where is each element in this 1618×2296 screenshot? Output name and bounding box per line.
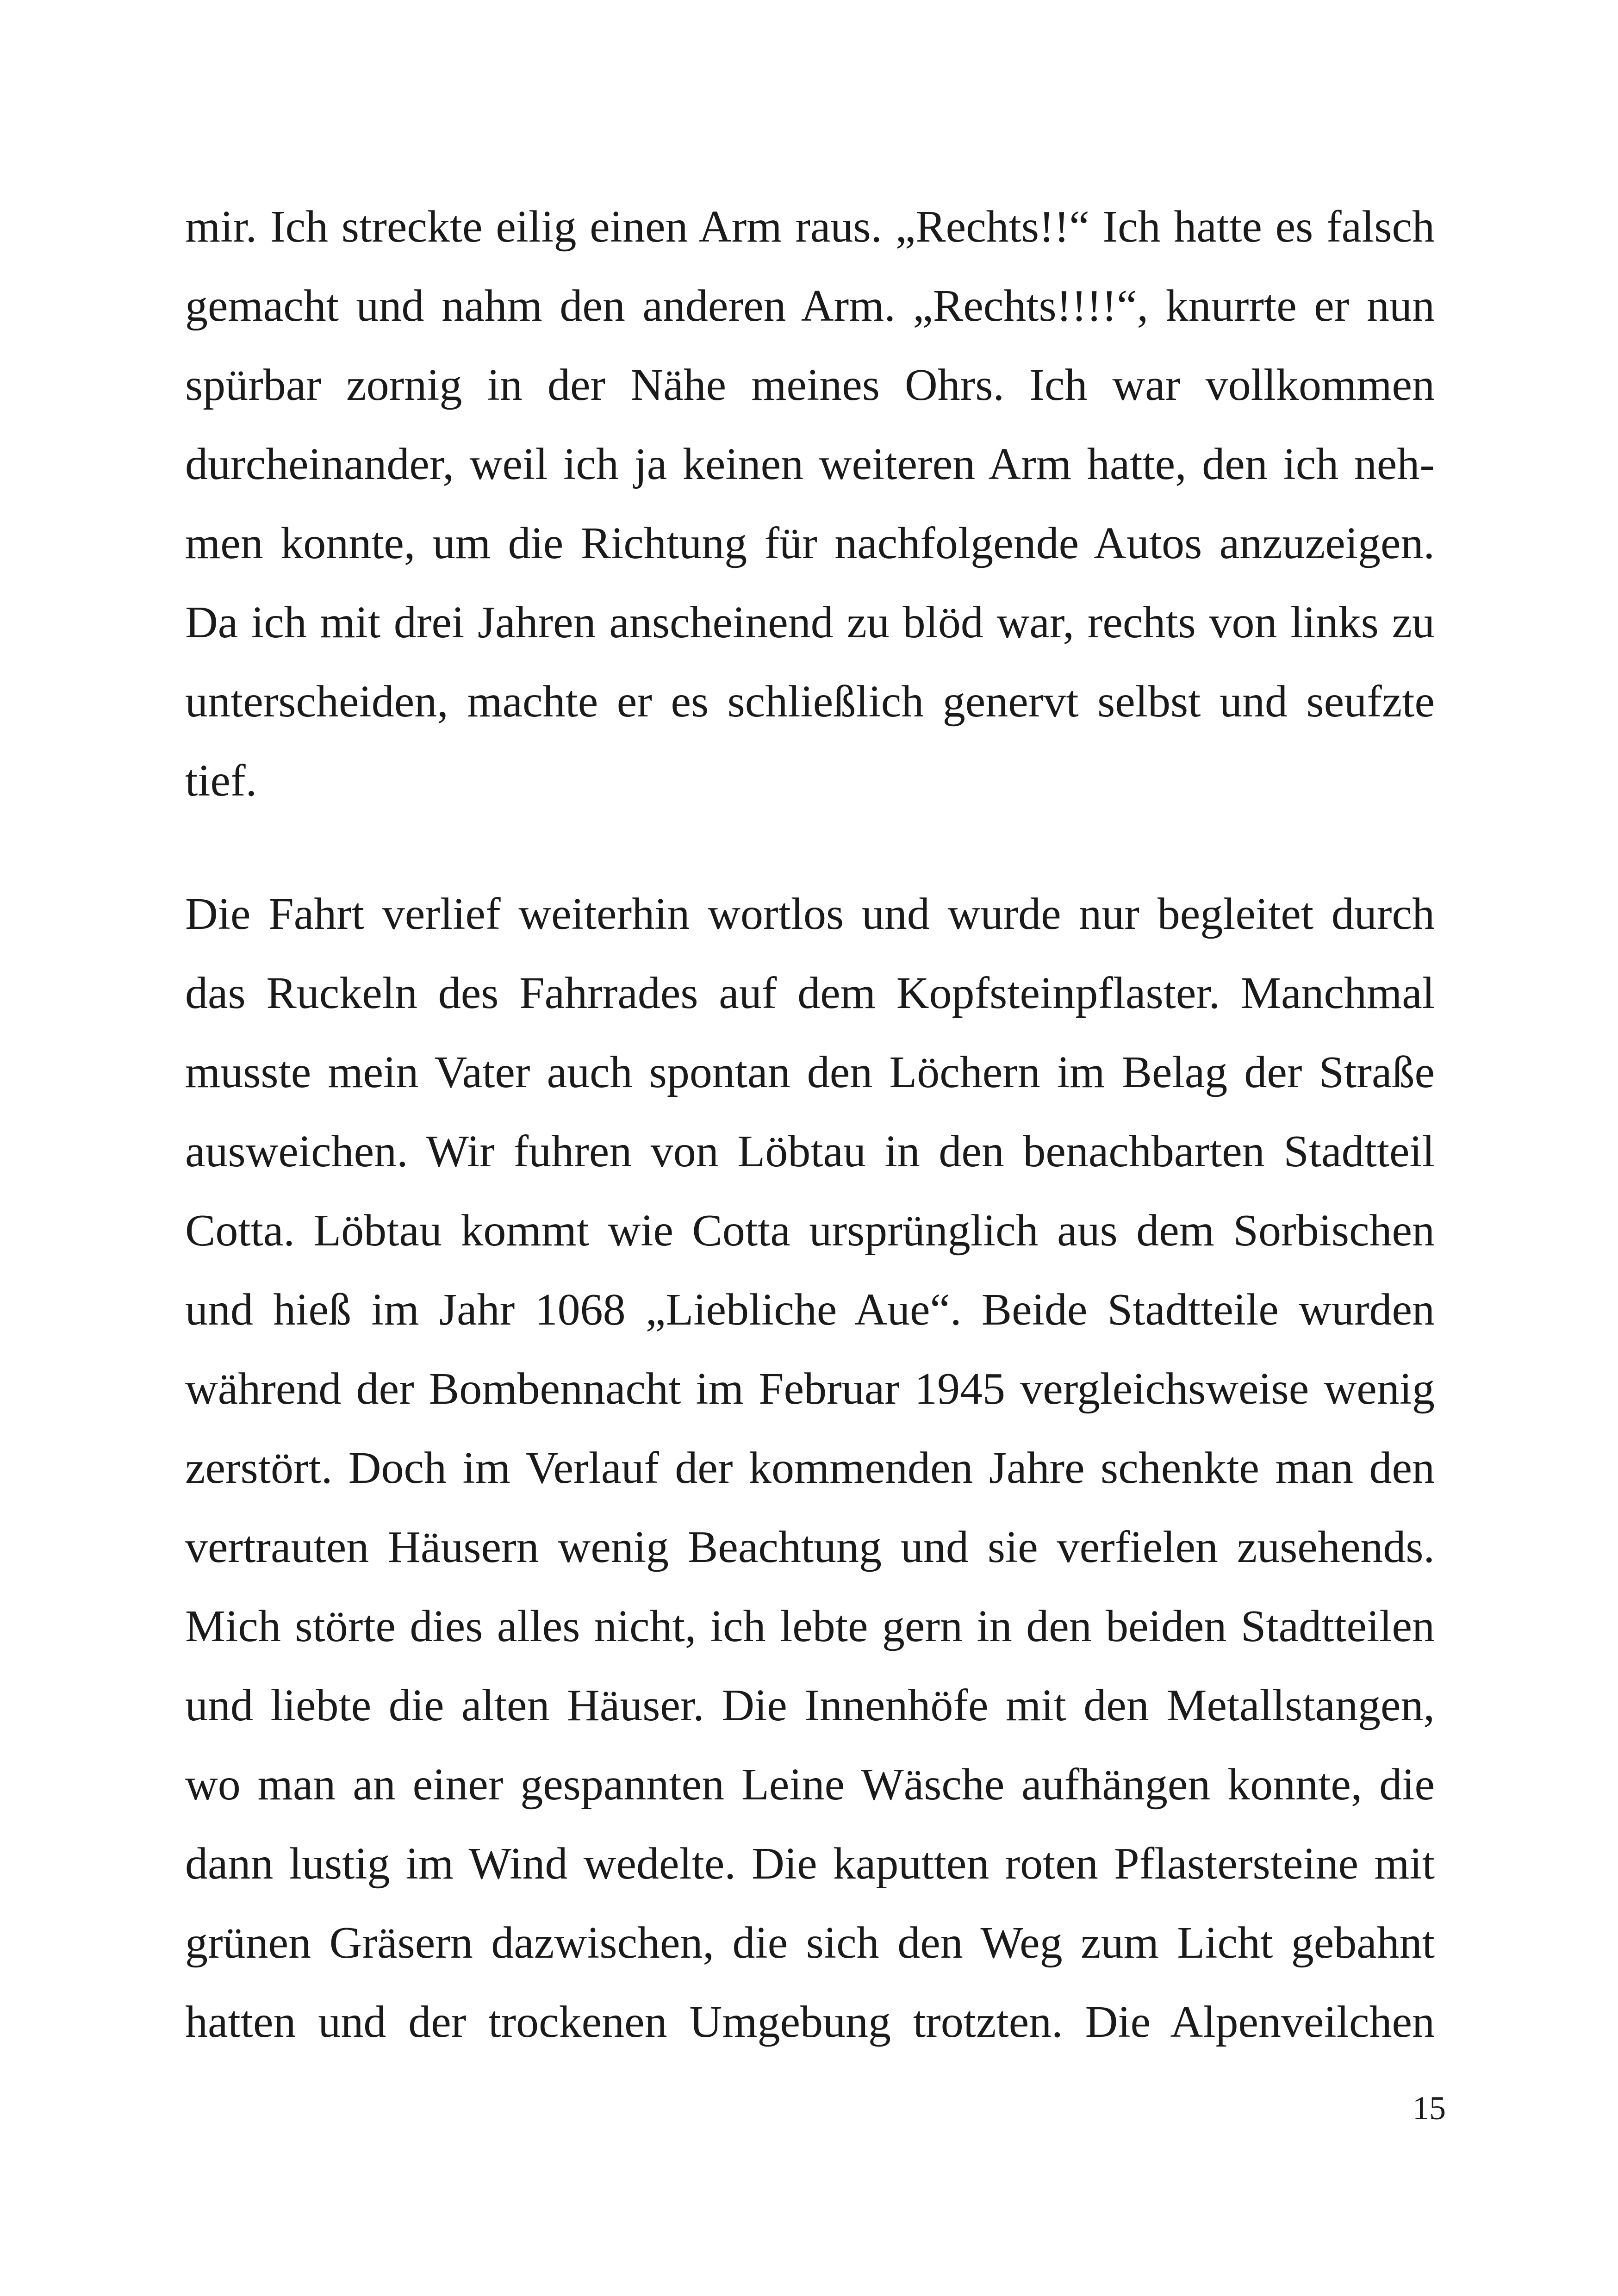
page-number: 15 bbox=[1413, 2090, 1446, 2127]
text-line: spürbar zornig in der Nähe meines Ohrs. Ich war vollkommen bbox=[185, 360, 1435, 410]
text-line: men konnte, um die Richtung für nachfolgende Autos anzuzeigen. bbox=[185, 518, 1435, 568]
text-line: unterscheiden, machte er es schließlich genervt selbst und seufzte bbox=[185, 677, 1435, 727]
text-line: mir. Ich streckte eilig einen Arm raus. „Rechts!!“ Ich hatte es falsch bbox=[185, 202, 1435, 252]
text-line: Da ich mit drei Jahren anscheinend zu blöd war, rechts von links zu bbox=[185, 597, 1435, 647]
text-line: und hieß im Jahr 1068 „Liebliche Aue“. Beide Stadtteile wurden bbox=[185, 1285, 1435, 1335]
text-line: musste mein Vater auch spontan den Löchern im Belag der Straße bbox=[185, 1047, 1435, 1097]
text-line: und liebte die alten Häuser. Die Innenhöfe mit den Metallstangen, bbox=[185, 1680, 1435, 1730]
text-line: Die Fahrt verlief weiterhin wortlos und wurde nur begleitet durch bbox=[185, 889, 1435, 939]
text-line: zerstört. Doch im Verlauf der kommenden Jahre schenkte man den bbox=[185, 1443, 1435, 1493]
paragraph-1 bbox=[185, 187, 1435, 821]
text-line: tief. bbox=[185, 756, 257, 806]
text-line: durcheinander, weil ich ja keinen weiteren Arm hatte, den ich neh- bbox=[185, 439, 1435, 489]
text-line: ausweichen. Wir fuhren von Löbtau in den benachbarten Stadtteil bbox=[185, 1126, 1435, 1176]
text-line: grünen Gräsern dazwischen, die sich den Weg zum Licht gebahnt bbox=[185, 1918, 1435, 1968]
text-line: das Ruckeln des Fahrrades auf dem Kopfsteinpflaster. Manchmal bbox=[185, 968, 1435, 1018]
text-line: Cotta. Löbtau kommt wie Cotta ursprünglich aus dem Sorbischen bbox=[185, 1206, 1435, 1256]
text-line: vertrauten Häusern wenig Beachtung und sie verfielen zusehends. bbox=[185, 1522, 1435, 1572]
text-line: wo man an einer gespannten Leine Wäsche aufhängen konnte, die bbox=[185, 1760, 1435, 1810]
text-line: dann lustig im Wind wedelte. Die kaputten roten Pflastersteine mit bbox=[185, 1839, 1435, 1889]
text-line: Mich störte dies alles nicht, ich lebte gern in den beiden Stadtteilen bbox=[185, 1601, 1435, 1651]
text-line: während der Bombennacht im Februar 1945 vergleichsweise wenig bbox=[185, 1364, 1435, 1414]
text-line: hatten und der trockenen Umgebung trotzten. Die Alpenveilchen bbox=[185, 1997, 1435, 2047]
paragraph-2 bbox=[185, 875, 1435, 2062]
text-line: gemacht und nahm den anderen Arm. „Rechts!!!!“, knurrte er nun bbox=[185, 281, 1435, 331]
